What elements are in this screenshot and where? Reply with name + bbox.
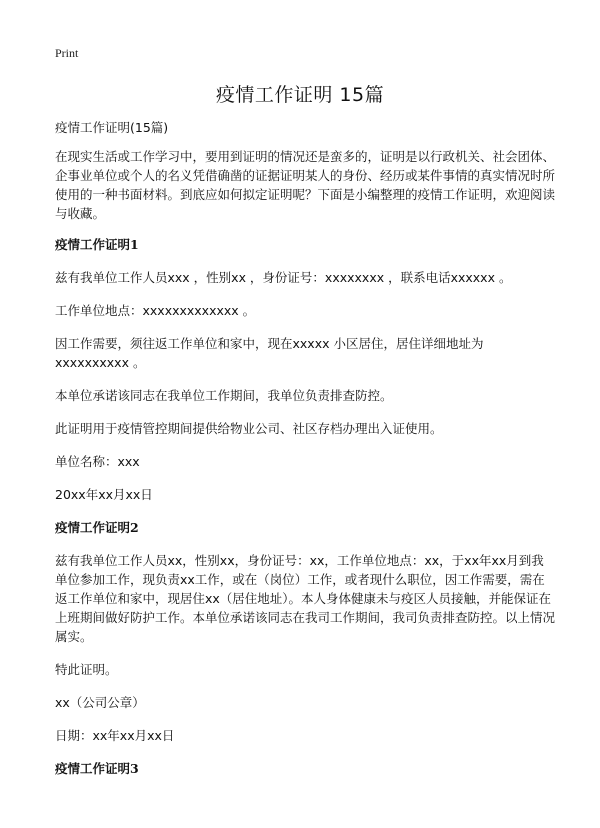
intro-paragraph: 在现实生活或工作学习中，要用到证明的情况还是蛮多的，证明是以行政机关、社会团体、企事业单位或个人的名义凭借确凿的证据证明某人的身份、经历或某件事情的真实情况时所使用的一种书面材料。到底应如何拟定证明呢？下面是小编整理的疫情工作证明，欢迎阅读与收藏。 <box>55 149 556 221</box>
section-1-paragraph: 此证明用于疫情管控期间提供给物业公司、社区存档办理出入证使用。 <box>55 421 443 436</box>
section-2-paragraph: 兹有我单位工作人员xx，性别xx，身份证号：xx，工作单位地点：xx，于xx年xx月到我单位参加工作，现负责xx工作，或在（岗位）工作，或者现什么职位，因工作需要，需在返工作单位和家中，现居住xx（居住地址）。本人身体健康未与疫区人员接触，并能保证在上班期间做好防护工作。本单位承诺该同志在我司工作期间，我司负责排查防控。以上情况属实。 <box>55 553 556 644</box>
section-2-date: 日期：xx年xx月xx日 <box>55 728 175 743</box>
section-1-unit-name: 单位名称：xxx <box>55 454 140 469</box>
section-1-date: 20xx年xx月xx日 <box>55 487 153 502</box>
intro-label: 疫情工作证明(15篇) <box>55 120 169 135</box>
section-1-paragraph: 工作单位地点：xxxxxxxxxxxxx 。 <box>55 303 256 318</box>
section-1-paragraph: 本单位承诺该同志在我单位工作期间，我单位负责排查防控。 <box>55 388 393 403</box>
document-body <box>55 118 555 792</box>
document-title: 疫情工作证明 15篇 <box>215 84 385 106</box>
print-label: Print <box>55 46 79 60</box>
section-1-paragraph: 因工作需要，须往返工作单位和家中，现在xxxxx 小区居住，居住详细地址为xxxxxxxxxx 。 <box>55 336 484 370</box>
section-2-seal: xx（公司公章） <box>55 695 145 710</box>
section-2-paragraph: 特此证明。 <box>55 662 118 677</box>
section-3-heading: 疫情工作证明3 <box>55 761 139 776</box>
section-2-heading: 疫情工作证明2 <box>55 520 139 535</box>
section-1-heading: 疫情工作证明1 <box>55 237 139 252</box>
section-1-paragraph: 兹有我单位工作人员xxx ，性别xx ，身份证号：xxxxxxxx ，联系电话xxxxxx 。 <box>55 270 512 285</box>
